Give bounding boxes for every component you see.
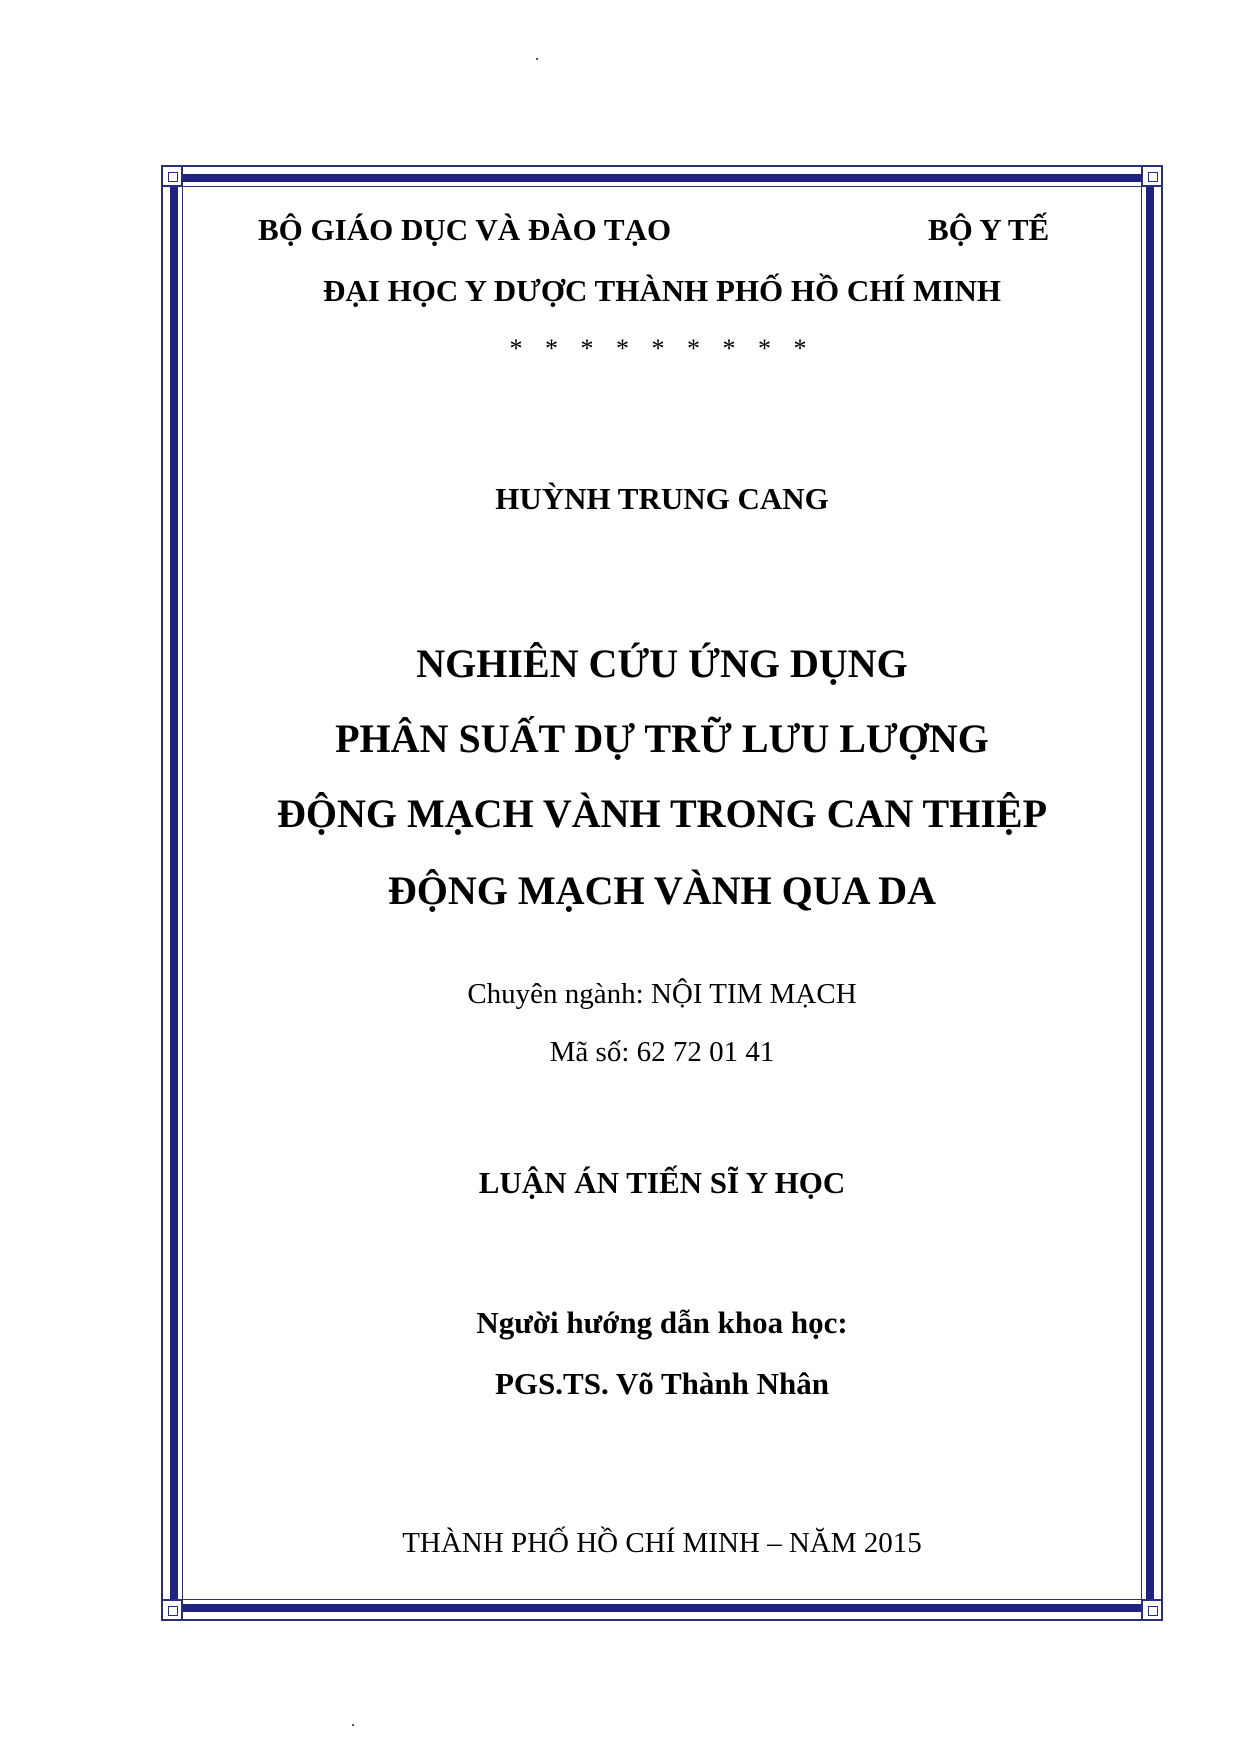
- frame-corner-ornament: [161, 1599, 183, 1621]
- thesis-title-line-4: ĐỘNG MẠCH VÀNH QUA DA: [387, 868, 937, 913]
- thesis-title-line-2: PHÂN SUẤT DỰ TRỮ LƯU LƯỢNG: [335, 716, 989, 761]
- place-and-year: THÀNH PHỐ HỒ CHÍ MINH – NĂM 2015: [402, 1527, 922, 1559]
- thesis-title-line-3: ĐỘNG MẠCH VÀNH TRONG CAN THIỆP: [276, 791, 1048, 836]
- degree-type: LUẬN ÁN TIẾN SĨ Y HỌC: [478, 1165, 846, 1200]
- frame-corner-ornament: [1141, 165, 1163, 187]
- ministry-education: BỘ GIÁO DỤC VÀ ĐÀO TẠO: [258, 212, 672, 247]
- university-name: ĐẠI HỌC Y DƯỢC THÀNH PHỐ HỒ CHÍ MINH: [323, 273, 1001, 308]
- advisor-label: Người hướng dẫn khoa học:: [476, 1305, 848, 1340]
- ministry-health: BỘ Y TẾ: [928, 212, 1050, 247]
- specialty-code: Mã số: 62 72 01 41: [549, 1036, 775, 1068]
- scan-speck: [352, 1724, 354, 1726]
- frame-corner-ornament: [161, 165, 183, 187]
- scan-speck: [536, 58, 538, 60]
- frame-corner-ornament: [1141, 1599, 1163, 1621]
- specialty: Chuyên ngành: NỘI TIM MẠCH: [467, 978, 857, 1010]
- advisor-name: PGS.TS. Võ Thành Nhân: [495, 1366, 829, 1401]
- thesis-title-line-1: NGHIÊN CỨU ỨNG DỤNG: [416, 641, 908, 686]
- separator-stars: * * * * * * * * *: [509, 334, 815, 363]
- author-name: HUỲNH TRUNG CANG: [495, 481, 829, 516]
